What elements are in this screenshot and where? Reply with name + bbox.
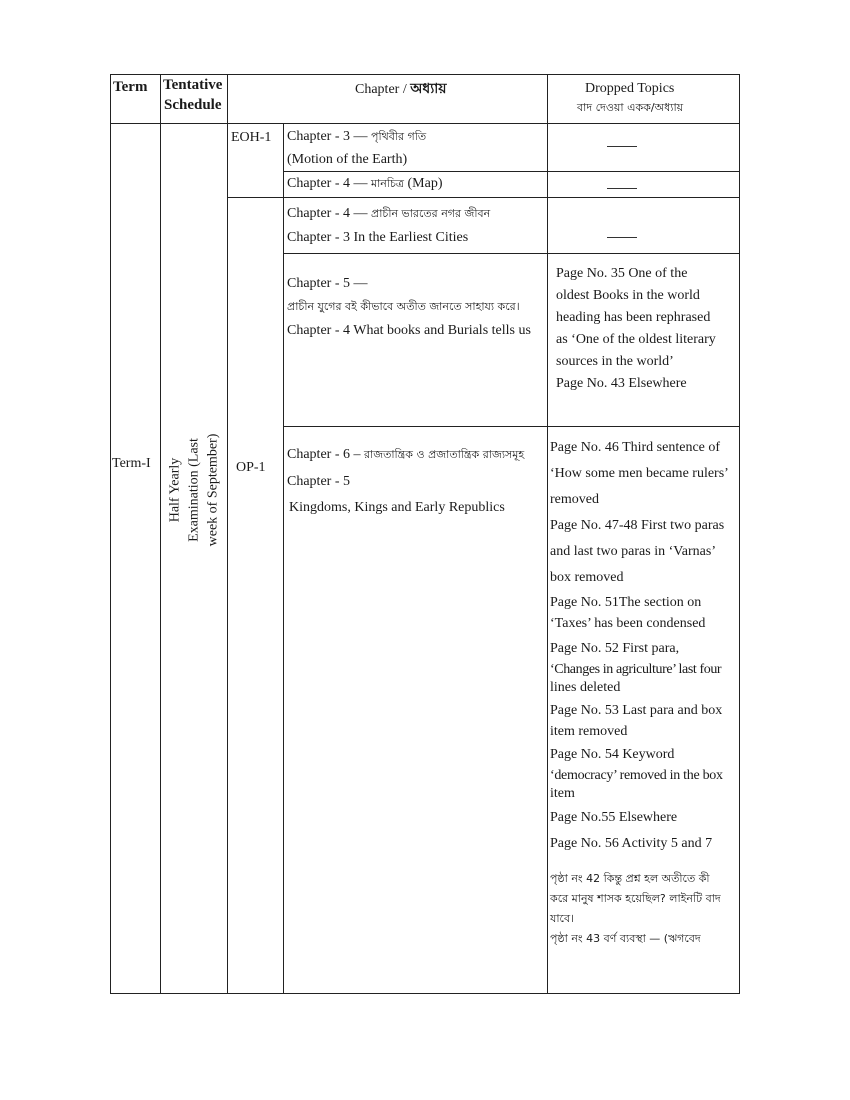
row5-dropped-line: Page No. 56 Activity 5 and 7 <box>550 836 713 851</box>
row2-chapter-en: (Map) <box>404 176 443 191</box>
row5-dropped-line: ‘Changes in agriculture’ last four <box>550 662 722 677</box>
row5-dropped-line-bn: পৃষ্ঠা নং 43 বর্ণ ব্যবস্থা — (ঋগবেদ <box>550 932 701 945</box>
row5-dropped-line: ‘How some men became rulers’ <box>550 466 729 481</box>
row4-dropped-line: Page No. 43 Elsewhere <box>556 376 687 391</box>
row4-dropped-line: Page No. 35 One of the <box>556 266 688 281</box>
table-border-left <box>110 74 111 994</box>
row1-chapter-line1 <box>287 126 426 148</box>
row5-dropped-line: box removed <box>550 570 624 585</box>
header-dropped-bn: বাদ দেওয়া একক/অধ্যায় <box>577 101 684 114</box>
group-eoh: EOH-1 <box>231 130 272 145</box>
row5-dropped-line: Page No. 47-48 First two paras <box>550 518 725 533</box>
eoh-group-bottom-rule <box>227 197 740 198</box>
row4-chapter-bn: প্রাচীন যুগের বই কীভাবে অতীত জানতে সাহায্য করে। <box>287 300 520 313</box>
header-bottom-rule <box>110 123 740 124</box>
row2-dropped-dash <box>607 188 637 189</box>
row1-chapter-number: Chapter - 3 — <box>287 129 371 144</box>
row5-chapter-line3: Kingdoms, Kings and Early Republics <box>289 500 505 515</box>
row5-dropped-line: item <box>550 786 575 801</box>
row5-dropped-line-bn: করে মানুষ শাসক হয়েছিল? লাইনটি বাদ <box>550 892 721 905</box>
row5-chapter-line2: Chapter - 5 <box>287 474 350 489</box>
row2-chapter-bn: মানচিত্র <box>370 177 405 190</box>
row4-dropped-line: oldest Books in the world <box>556 288 700 303</box>
row1-dropped-dash <box>607 146 637 147</box>
row5-dropped-line: Page No.55 Elsewhere <box>550 810 678 825</box>
row1-chapter-line2: (Motion of the Earth) <box>287 152 408 167</box>
header-schedule-line2: Schedule <box>164 97 222 113</box>
row5-dropped-line: Page No. 46 Third sentence of <box>550 440 721 455</box>
row5-chapter-number: Chapter - 6 – <box>287 447 364 462</box>
row5-dropped-line: Page No. 53 Last para and box <box>550 703 723 718</box>
row5-dropped-line-bn: পৃষ্ঠা নং 42 কিন্তু প্রশ্ন হল অতীতে কী <box>550 872 710 885</box>
schedule-line-2: Examination (Last <box>186 438 202 542</box>
row2-chapter-number: Chapter - 4 — <box>287 176 371 191</box>
row5-dropped-line: and last two paras in ‘Varnas’ <box>550 544 717 559</box>
row5-chapter-line1 <box>287 444 524 466</box>
row5-dropped-line: Page No. 52 First para, <box>550 641 680 656</box>
header-chapter-bn: অধ্যায় <box>410 81 447 97</box>
header-term: Term <box>113 79 148 95</box>
row5-dropped-line: ‘democracy’ removed in the box <box>550 768 723 783</box>
row4-dropped-line: sources in the world’ <box>556 354 674 369</box>
row5-dropped-line: Page No. 54 Keyword <box>550 747 675 762</box>
table-border-right <box>739 74 740 994</box>
header-chapter-en: Chapter / <box>355 82 411 97</box>
row3-bottom-rule <box>283 253 740 254</box>
row4-chapter-line3: Chapter - 4 What books and Burials tells us <box>287 323 531 338</box>
schedule-column-divider <box>227 74 228 994</box>
header-chapter <box>355 80 447 99</box>
row4-bottom-rule <box>283 426 740 427</box>
row5-dropped-line: removed <box>550 492 599 507</box>
row5-dropped-line-bn: যাবে। <box>550 912 575 925</box>
row4-chapter-line1: Chapter - 5 — <box>287 276 368 291</box>
row5-dropped-line: Page No. 51The section on <box>550 595 702 610</box>
row3-chapter-bn: প্রাচীন ভারতের নগর জীবন <box>370 207 491 220</box>
row1-chapter-bn: পৃথিবীর গতি <box>370 130 427 143</box>
schedule-line-1: Half Yearly <box>167 457 183 523</box>
schedule-line-3: week of September) <box>205 433 221 547</box>
row5-dropped-line: lines deleted <box>550 680 621 695</box>
header-schedule-line1: Tentative <box>163 77 223 93</box>
table-border-bottom <box>110 993 740 994</box>
row2-chapter-line1 <box>287 173 443 195</box>
row3-chapter-line1 <box>287 203 490 225</box>
chapter-column-divider <box>547 74 548 994</box>
header-dropped-en: Dropped Topics <box>585 81 675 96</box>
row3-chapter-number: Chapter - 4 — <box>287 206 371 221</box>
row3-chapter-line2: Chapter - 3 In the Earliest Cities <box>287 230 469 245</box>
term-column-divider <box>160 74 161 994</box>
term-label: Term-I <box>112 456 151 471</box>
row4-dropped-line: as ‘One of the oldest literary <box>556 332 716 347</box>
row4-dropped-topics <box>556 263 742 395</box>
row5-dropped-line: ‘Taxes’ has been condensed <box>550 616 706 631</box>
row5-chapter-bn: রাজতান্ত্রিক ও প্রজাতান্ত্রিক রাজ্যসমূহ <box>363 448 525 461</box>
row5-dropped-line: item removed <box>550 724 628 739</box>
row5-dropped-topics <box>550 435 736 949</box>
row3-dropped-dash <box>607 237 637 238</box>
row4-dropped-line: heading has been rephrased <box>556 310 711 325</box>
group-op: OP-1 <box>236 460 266 475</box>
schedule-label <box>166 370 223 610</box>
